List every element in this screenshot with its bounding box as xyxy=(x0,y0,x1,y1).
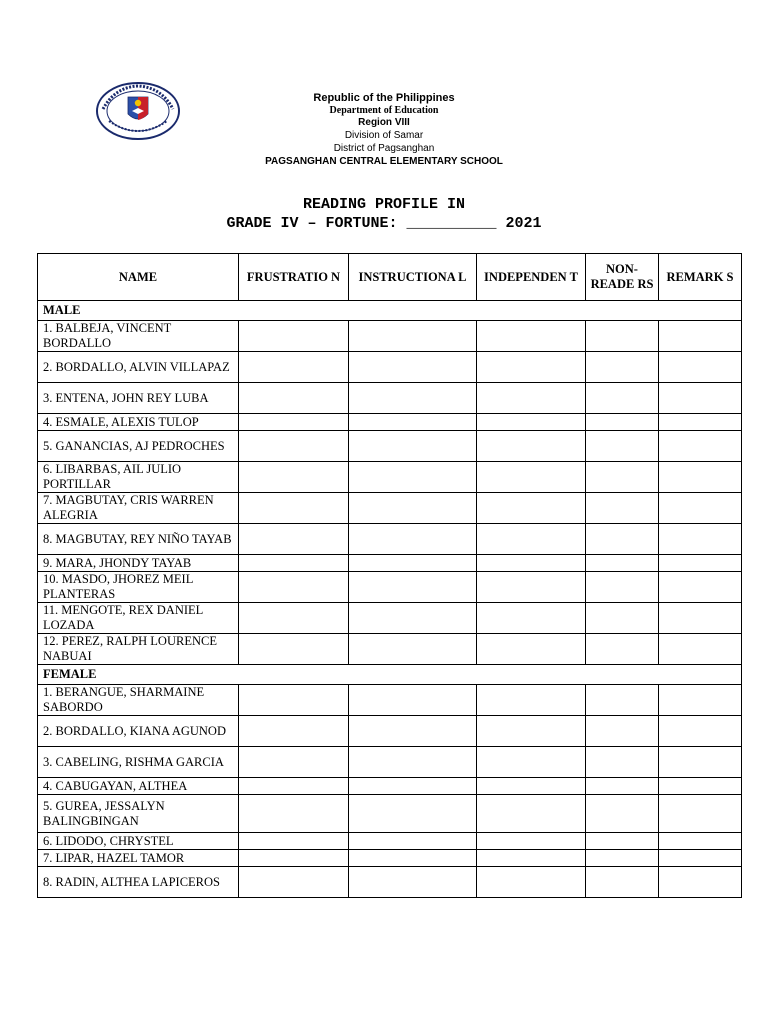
remarks-cell[interactable] xyxy=(659,321,742,352)
remarks-cell[interactable] xyxy=(659,431,742,462)
independent-cell[interactable] xyxy=(477,462,586,493)
non-readers-cell[interactable] xyxy=(586,850,659,867)
frustration-cell[interactable] xyxy=(239,634,349,665)
remarks-cell[interactable] xyxy=(659,572,742,603)
table-row xyxy=(38,833,742,850)
frustration-cell[interactable] xyxy=(239,431,349,462)
independent-cell[interactable] xyxy=(477,747,586,778)
remarks-cell[interactable] xyxy=(659,716,742,747)
instructional-cell[interactable] xyxy=(349,524,477,555)
non-readers-cell[interactable] xyxy=(586,431,659,462)
instructional-cell[interactable] xyxy=(349,383,477,414)
independent-cell[interactable] xyxy=(477,321,586,352)
remarks-cell[interactable] xyxy=(659,833,742,850)
non-readers-cell[interactable] xyxy=(586,493,659,524)
non-readers-cell[interactable] xyxy=(586,352,659,383)
col-header-remarks: REMARK S xyxy=(659,254,742,301)
instructional-cell[interactable] xyxy=(349,555,477,572)
table-row xyxy=(38,747,742,778)
remarks-cell[interactable] xyxy=(659,383,742,414)
reading-profile-table xyxy=(37,253,742,898)
non-readers-cell[interactable] xyxy=(586,462,659,493)
frustration-cell[interactable] xyxy=(239,352,349,383)
instructional-cell[interactable] xyxy=(349,795,477,833)
non-readers-cell[interactable] xyxy=(586,572,659,603)
independent-cell[interactable] xyxy=(477,383,586,414)
remarks-cell[interactable] xyxy=(659,795,742,833)
frustration-cell[interactable] xyxy=(239,321,349,352)
remarks-cell[interactable] xyxy=(659,352,742,383)
non-readers-cell[interactable] xyxy=(586,383,659,414)
independent-cell[interactable] xyxy=(477,493,586,524)
frustration-cell[interactable] xyxy=(239,462,349,493)
table-row xyxy=(38,795,742,833)
non-readers-cell[interactable] xyxy=(586,833,659,850)
table-row xyxy=(38,555,742,572)
frustration-cell[interactable] xyxy=(239,833,349,850)
table-row xyxy=(38,462,742,493)
non-readers-cell[interactable] xyxy=(586,867,659,898)
instructional-cell[interactable] xyxy=(349,321,477,352)
instructional-cell[interactable] xyxy=(349,352,477,383)
student-name-cell: 6. LIDODO, CHRYSTEL xyxy=(38,833,239,850)
table-row xyxy=(38,867,742,898)
frustration-cell[interactable] xyxy=(239,716,349,747)
student-name-cell: 3. CABELING, RISHMA GARCIA xyxy=(38,747,239,778)
student-name-cell: 8. RADIN, ALTHEA LAPICEROS xyxy=(38,867,239,898)
frustration-cell[interactable] xyxy=(239,778,349,795)
independent-cell[interactable] xyxy=(477,572,586,603)
col-header-independent: INDEPENDEN T xyxy=(477,254,586,301)
instructional-cell[interactable] xyxy=(349,431,477,462)
doc-title-line2: GRADE IV – FORTUNE: __________ 2021 xyxy=(226,215,542,232)
independent-cell[interactable] xyxy=(477,795,586,833)
independent-cell[interactable] xyxy=(477,850,586,867)
remarks-cell[interactable] xyxy=(659,603,742,634)
independent-cell[interactable] xyxy=(477,555,586,572)
header-department: Department of Education xyxy=(329,105,439,116)
remarks-cell[interactable] xyxy=(659,867,742,898)
table-row xyxy=(38,634,742,665)
instructional-cell[interactable] xyxy=(349,747,477,778)
frustration-cell[interactable] xyxy=(239,572,349,603)
student-name-cell: 4. ESMALE, ALEXIS TULOP xyxy=(38,414,239,431)
table-row xyxy=(38,352,742,383)
remarks-cell[interactable] xyxy=(659,524,742,555)
frustration-cell[interactable] xyxy=(239,795,349,833)
student-name-cell: 1. BERANGUE, SHARMAINE SABORDO xyxy=(38,685,239,716)
student-name-cell: 12. PEREZ, RALPH LOURENCE NABUAI xyxy=(38,634,239,665)
remarks-cell[interactable] xyxy=(659,850,742,867)
independent-cell[interactable] xyxy=(477,685,586,716)
non-readers-cell[interactable] xyxy=(586,555,659,572)
frustration-cell[interactable] xyxy=(239,414,349,431)
table-row xyxy=(38,850,742,867)
remarks-cell[interactable] xyxy=(659,747,742,778)
male-section-row xyxy=(38,301,742,321)
frustration-cell[interactable] xyxy=(239,555,349,572)
instructional-cell[interactable] xyxy=(349,778,477,795)
student-name-cell: 7. MAGBUTAY, CRIS WARREN ALEGRIA xyxy=(38,493,239,524)
non-readers-cell[interactable] xyxy=(586,321,659,352)
non-readers-cell[interactable] xyxy=(586,747,659,778)
instructional-cell[interactable] xyxy=(349,603,477,634)
instructional-cell[interactable] xyxy=(349,716,477,747)
independent-cell[interactable] xyxy=(477,778,586,795)
instructional-cell[interactable] xyxy=(349,867,477,898)
non-readers-cell[interactable] xyxy=(586,414,659,431)
frustration-cell[interactable] xyxy=(239,603,349,634)
remarks-cell[interactable] xyxy=(659,685,742,716)
table-row xyxy=(38,778,742,795)
table-row xyxy=(38,383,742,414)
frustration-cell[interactable] xyxy=(239,867,349,898)
remarks-cell[interactable] xyxy=(659,555,742,572)
student-name-cell: 2. BORDALLO, KIANA AGUNOD xyxy=(38,716,239,747)
col-header-frustration: FRUSTRATIO N xyxy=(239,254,349,301)
non-readers-cell[interactable] xyxy=(586,524,659,555)
independent-cell[interactable] xyxy=(477,352,586,383)
independent-cell[interactable] xyxy=(477,867,586,898)
header-district: District of Pagsanghan xyxy=(333,143,435,154)
table-header-row xyxy=(38,254,742,301)
student-name-cell: 5. GUREA, JESSALYN BALINGBINGAN xyxy=(38,795,239,833)
student-name-cell: 5. GANANCIAS, AJ PEDROCHES xyxy=(38,431,239,462)
table-row xyxy=(38,414,742,431)
student-name-cell: 11. MENGOTE, REX DANIEL LOZADA xyxy=(38,603,239,634)
instructional-cell[interactable] xyxy=(349,850,477,867)
independent-cell[interactable] xyxy=(477,833,586,850)
instructional-cell[interactable] xyxy=(349,634,477,665)
instructional-cell[interactable] xyxy=(349,462,477,493)
student-name-cell: 4. CABUGAYAN, ALTHEA xyxy=(38,778,239,795)
remarks-cell[interactable] xyxy=(659,778,742,795)
frustration-cell[interactable] xyxy=(239,383,349,414)
instructional-cell[interactable] xyxy=(349,685,477,716)
independent-cell[interactable] xyxy=(477,634,586,665)
student-name-cell: 7. LIPAR, HAZEL TAMOR xyxy=(38,850,239,867)
instructional-cell[interactable] xyxy=(349,493,477,524)
student-name-cell: 10. MASDO, JHOREZ MEIL PLANTERAS xyxy=(38,572,239,603)
female-section-label: FEMALE xyxy=(38,665,742,685)
table-row xyxy=(38,716,742,747)
independent-cell[interactable] xyxy=(477,431,586,462)
remarks-cell[interactable] xyxy=(659,414,742,431)
non-readers-cell[interactable] xyxy=(586,603,659,634)
frustration-cell[interactable] xyxy=(239,685,349,716)
non-readers-cell[interactable] xyxy=(586,778,659,795)
non-readers-cell[interactable] xyxy=(586,634,659,665)
student-name-cell: 1. BALBEJA, VINCENT BORDALLO xyxy=(38,321,239,352)
remarks-cell[interactable] xyxy=(659,634,742,665)
header-division: Division of Samar xyxy=(344,130,424,141)
student-name-cell: 8. MAGBUTAY, REY NIÑO TAYAB xyxy=(38,524,239,555)
instructional-cell[interactable] xyxy=(349,572,477,603)
non-readers-cell[interactable] xyxy=(586,795,659,833)
remarks-cell[interactable] xyxy=(659,493,742,524)
instructional-cell[interactable] xyxy=(349,833,477,850)
frustration-cell[interactable] xyxy=(239,524,349,555)
header-school: PAGSANGHAN CENTRAL ELEMENTARY SCHOOL xyxy=(265,156,503,167)
frustration-cell[interactable] xyxy=(239,493,349,524)
student-name-cell: 2. BORDALLO, ALVIN VILLAPAZ xyxy=(38,352,239,383)
instructional-cell[interactable] xyxy=(349,414,477,431)
table-row xyxy=(38,603,742,634)
student-name-cell: 3. ENTENA, JOHN REY LUBA xyxy=(38,383,239,414)
independent-cell[interactable] xyxy=(477,716,586,747)
frustration-cell[interactable] xyxy=(239,850,349,867)
header-republic: Republic of the Philippines xyxy=(313,92,455,104)
male-section-label: MALE xyxy=(38,301,742,321)
non-readers-cell[interactable] xyxy=(586,685,659,716)
col-header-name: NAME xyxy=(38,254,239,301)
header-region: Region VIII xyxy=(358,117,410,128)
table-row xyxy=(38,431,742,462)
female-section-row xyxy=(38,665,742,685)
student-name-cell: 6. LIBARBAS, AIL JULIO PORTILLAR xyxy=(38,462,239,493)
table-row xyxy=(38,685,742,716)
non-readers-cell[interactable] xyxy=(586,716,659,747)
table-row xyxy=(38,493,742,524)
remarks-cell[interactable] xyxy=(659,462,742,493)
student-name-cell: 9. MARA, JHONDY TAYAB xyxy=(38,555,239,572)
col-header-instructional: INSTRUCTIONA L xyxy=(349,254,477,301)
independent-cell[interactable] xyxy=(477,603,586,634)
doc-title-line1: READING PROFILE IN xyxy=(302,196,466,213)
independent-cell[interactable] xyxy=(477,524,586,555)
independent-cell[interactable] xyxy=(477,414,586,431)
table-row xyxy=(38,524,742,555)
col-header-non-readers: NON-READE RS xyxy=(586,254,659,301)
table-row xyxy=(38,572,742,603)
frustration-cell[interactable] xyxy=(239,747,349,778)
table-row xyxy=(38,321,742,352)
